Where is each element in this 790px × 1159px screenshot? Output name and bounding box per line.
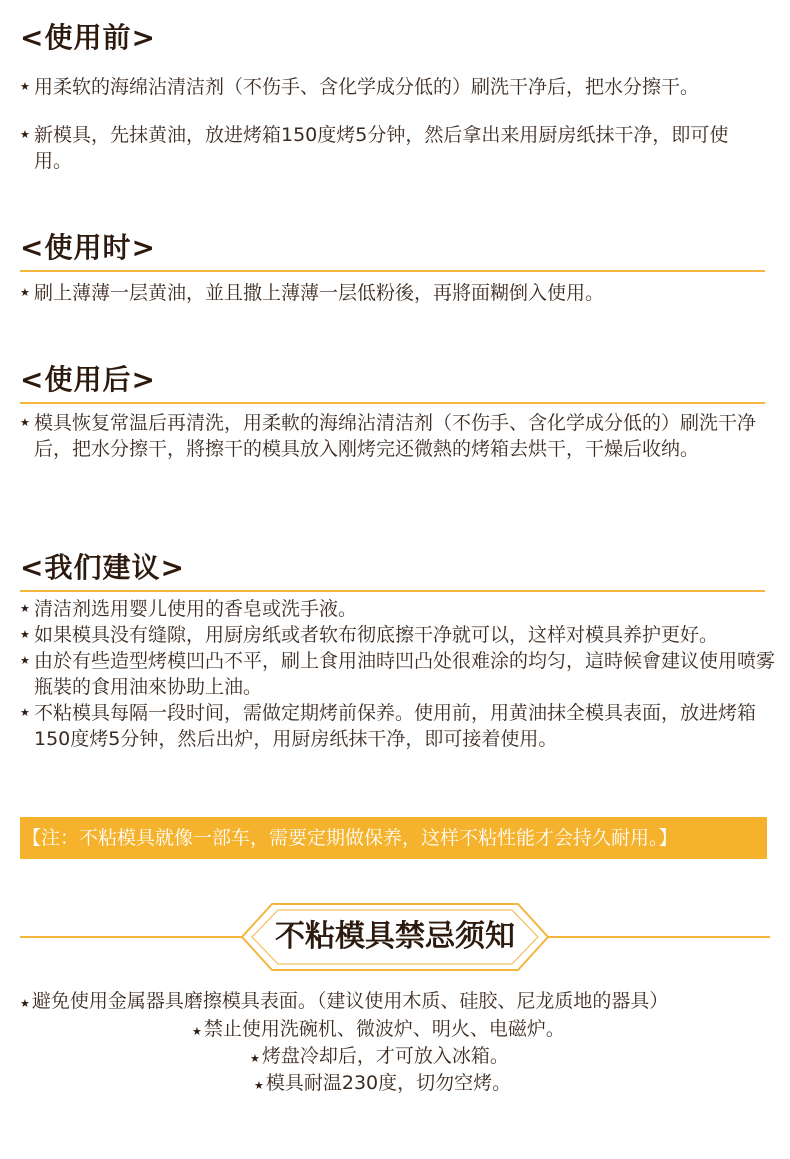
star-icon: ★ [20,602,30,615]
list-item: ★ 由於有些造型烤模凹凸不平，刷上食用油時凹凸处很难涂的均匀，這時候會建议使用喷雾瓶裝的食用油來协助上油。 [20,650,776,698]
list-item: ★ 新模具，先抹黄油，放进烤箱150度烤5分钟，然后拿出来用厨房纸抹干净，即可使用。 [20,124,729,172]
star-icon: ★ [20,286,30,299]
section-after-use [20,362,765,462]
list-item: ★ 刷上薄薄一层黄油，並且撒上薄薄一层低粉後，再將面糊倒入使用。 [20,282,605,304]
list-item: ★ 清洁剂选用婴儿使用的香皂或洗手液。 [20,598,358,620]
list-item: ★ 如果模具没有缝隙，用厨房纸或者软布彻底擦干净就可以，这样对模具养护更好。 [20,624,719,646]
list-item: ★ 模具恢复常温后再清洗，用柔軟的海绵沾清洁剂（不伤手、含化学成分低的）刷洗干净后，把水分擦干，將擦干的模具放入刚烤完还微熱的烤箱去烘干，干燥后收纳。 [20,412,757,460]
star-icon: ★ [20,80,30,93]
section-title: <使用后> [20,363,156,396]
list-item: ★ 烤盘冷却后，才可放入冰箱。 [250,1045,509,1067]
banner-title: 不粘模具禁忌须知 [275,919,515,954]
star-icon: ★ [20,128,30,141]
taboo-banner [20,902,770,972]
star-icon: ★ [192,1025,202,1038]
star-icon: ★ [20,416,30,429]
star-icon: ★ [250,1052,260,1065]
star-icon: ★ [254,1079,264,1092]
list-item: ★ 用柔软的海绵沾清洁剂（不伤手、含化学成分低的）刷洗干净后，把水分擦干。 [20,76,700,98]
section-title: <使用前> [20,21,156,54]
section-during-use [20,230,765,306]
star-icon: ★ [20,654,30,667]
section-suggestions [20,550,776,752]
care-note: 【注：不粘模具就像一部车，需要定期做保养，这样不粘性能才会持久耐用。】 [20,817,767,859]
list-item: ★ 避免使用金属器具磨擦模具表面。（建议使用木质、硅胶、尼龙质地的器具） [20,990,669,1012]
list-item: ★ 模具耐温230度，切勿空烤。 [254,1072,512,1094]
section-title: <使用时> [20,231,156,264]
star-icon: ★ [20,706,30,719]
star-icon: ★ [20,997,30,1010]
section-before-use [20,20,765,174]
list-item: ★ 禁止使用洗碗机、微波炉、明火、电磁炉。 [192,1018,565,1040]
star-icon: ★ [20,628,30,641]
section-title: <我们建议> [20,551,185,584]
list-item: ★ 不粘模具每隔一段时间，需做定期烤前保养。使用前，用黄油抹全模具表面，放进烤箱150度烤5分钟，然后出炉，用厨房纸抹干净，即可接着使用。 [20,702,757,750]
